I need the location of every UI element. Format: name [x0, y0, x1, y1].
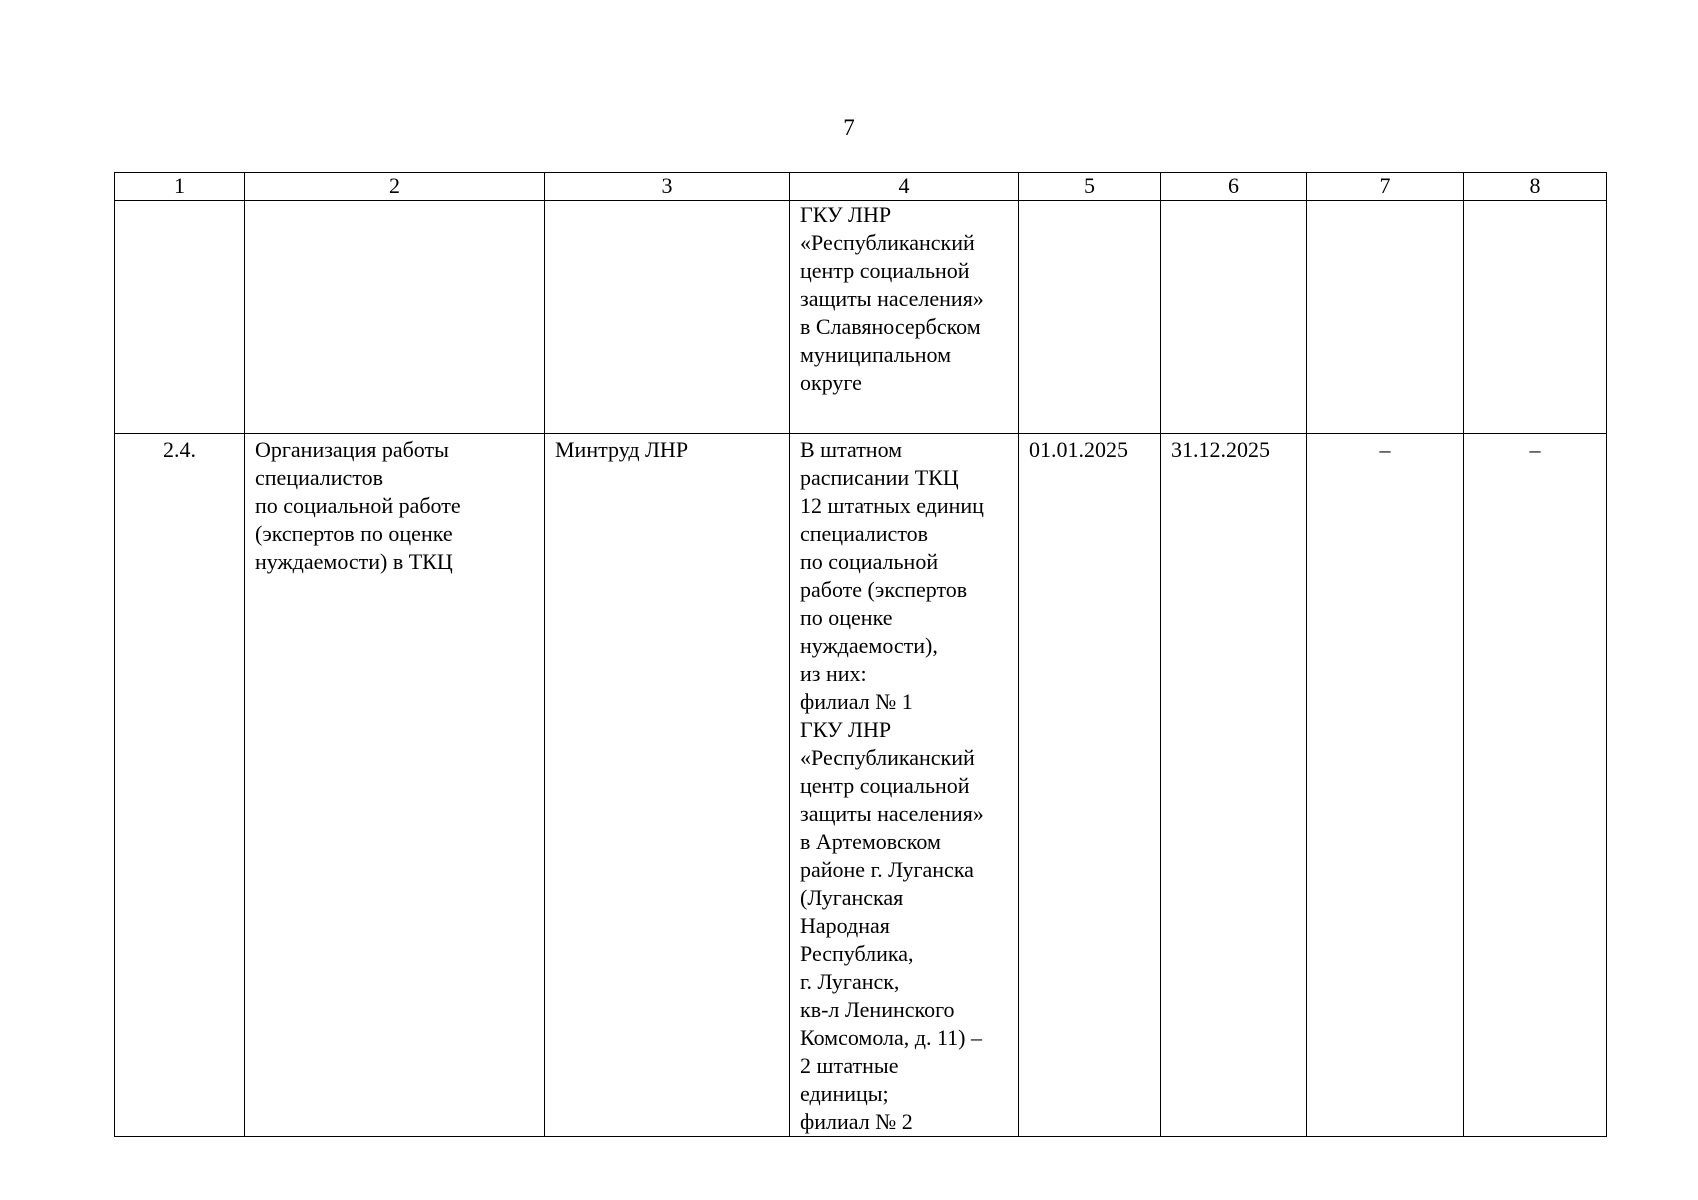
description-cell: ГКУ ЛНР «Республиканский центр социальной защиты населения» в Славяносербском муниципальном округе [790, 201, 1019, 434]
header-cell-6: 6 [1161, 173, 1307, 201]
end-date-cell: 31.12.2025 [1161, 434, 1307, 1137]
table-row [115, 434, 1607, 1137]
header-cell-1: 1 [115, 173, 245, 201]
executor-cell [545, 201, 790, 434]
document-table [114, 172, 1607, 1137]
header-cell-4: 4 [790, 173, 1019, 201]
column-8-cell [1464, 201, 1607, 434]
end-date-cell [1161, 201, 1307, 434]
row-number-cell: 2.4. [115, 434, 245, 1137]
activity-name-cell: Организация работы специалистов по социальной работе (экспертов по оценке нуждаемости) в ТКЦ [245, 434, 545, 1137]
column-7-cell [1307, 201, 1464, 434]
executor-cell: Минтруд ЛНР [545, 434, 790, 1137]
header-cell-7: 7 [1307, 173, 1464, 201]
column-8-cell: – [1464, 434, 1607, 1137]
page-number: 7 [843, 115, 855, 140]
header-cell-5: 5 [1019, 173, 1161, 201]
header-cell-3: 3 [545, 173, 790, 201]
column-7-cell: – [1307, 434, 1464, 1137]
description-cell: В штатном расписании ТКЦ 12 штатных единиц специалистов по социальной работе (экспертов по оценке нуждаемости), из них: филиал № 1 ГКУ ЛНР «Республиканский центр социальной защиты населения» в Артемовском районе г. Луганска (Луганская Народная Республика, г. Луганск, кв-л Ленинского Комсомола, д. 11) – 2 штатные единицы; филиал № 2 [790, 434, 1019, 1137]
start-date-cell: 01.01.2025 [1019, 434, 1161, 1137]
header-cell-8: 8 [1464, 173, 1607, 201]
row-number-cell [115, 201, 245, 434]
header-cell-2: 2 [245, 173, 545, 201]
start-date-cell [1019, 201, 1161, 434]
table-row [115, 201, 1607, 434]
activity-name-cell [245, 201, 545, 434]
table-header-row [115, 173, 1607, 201]
